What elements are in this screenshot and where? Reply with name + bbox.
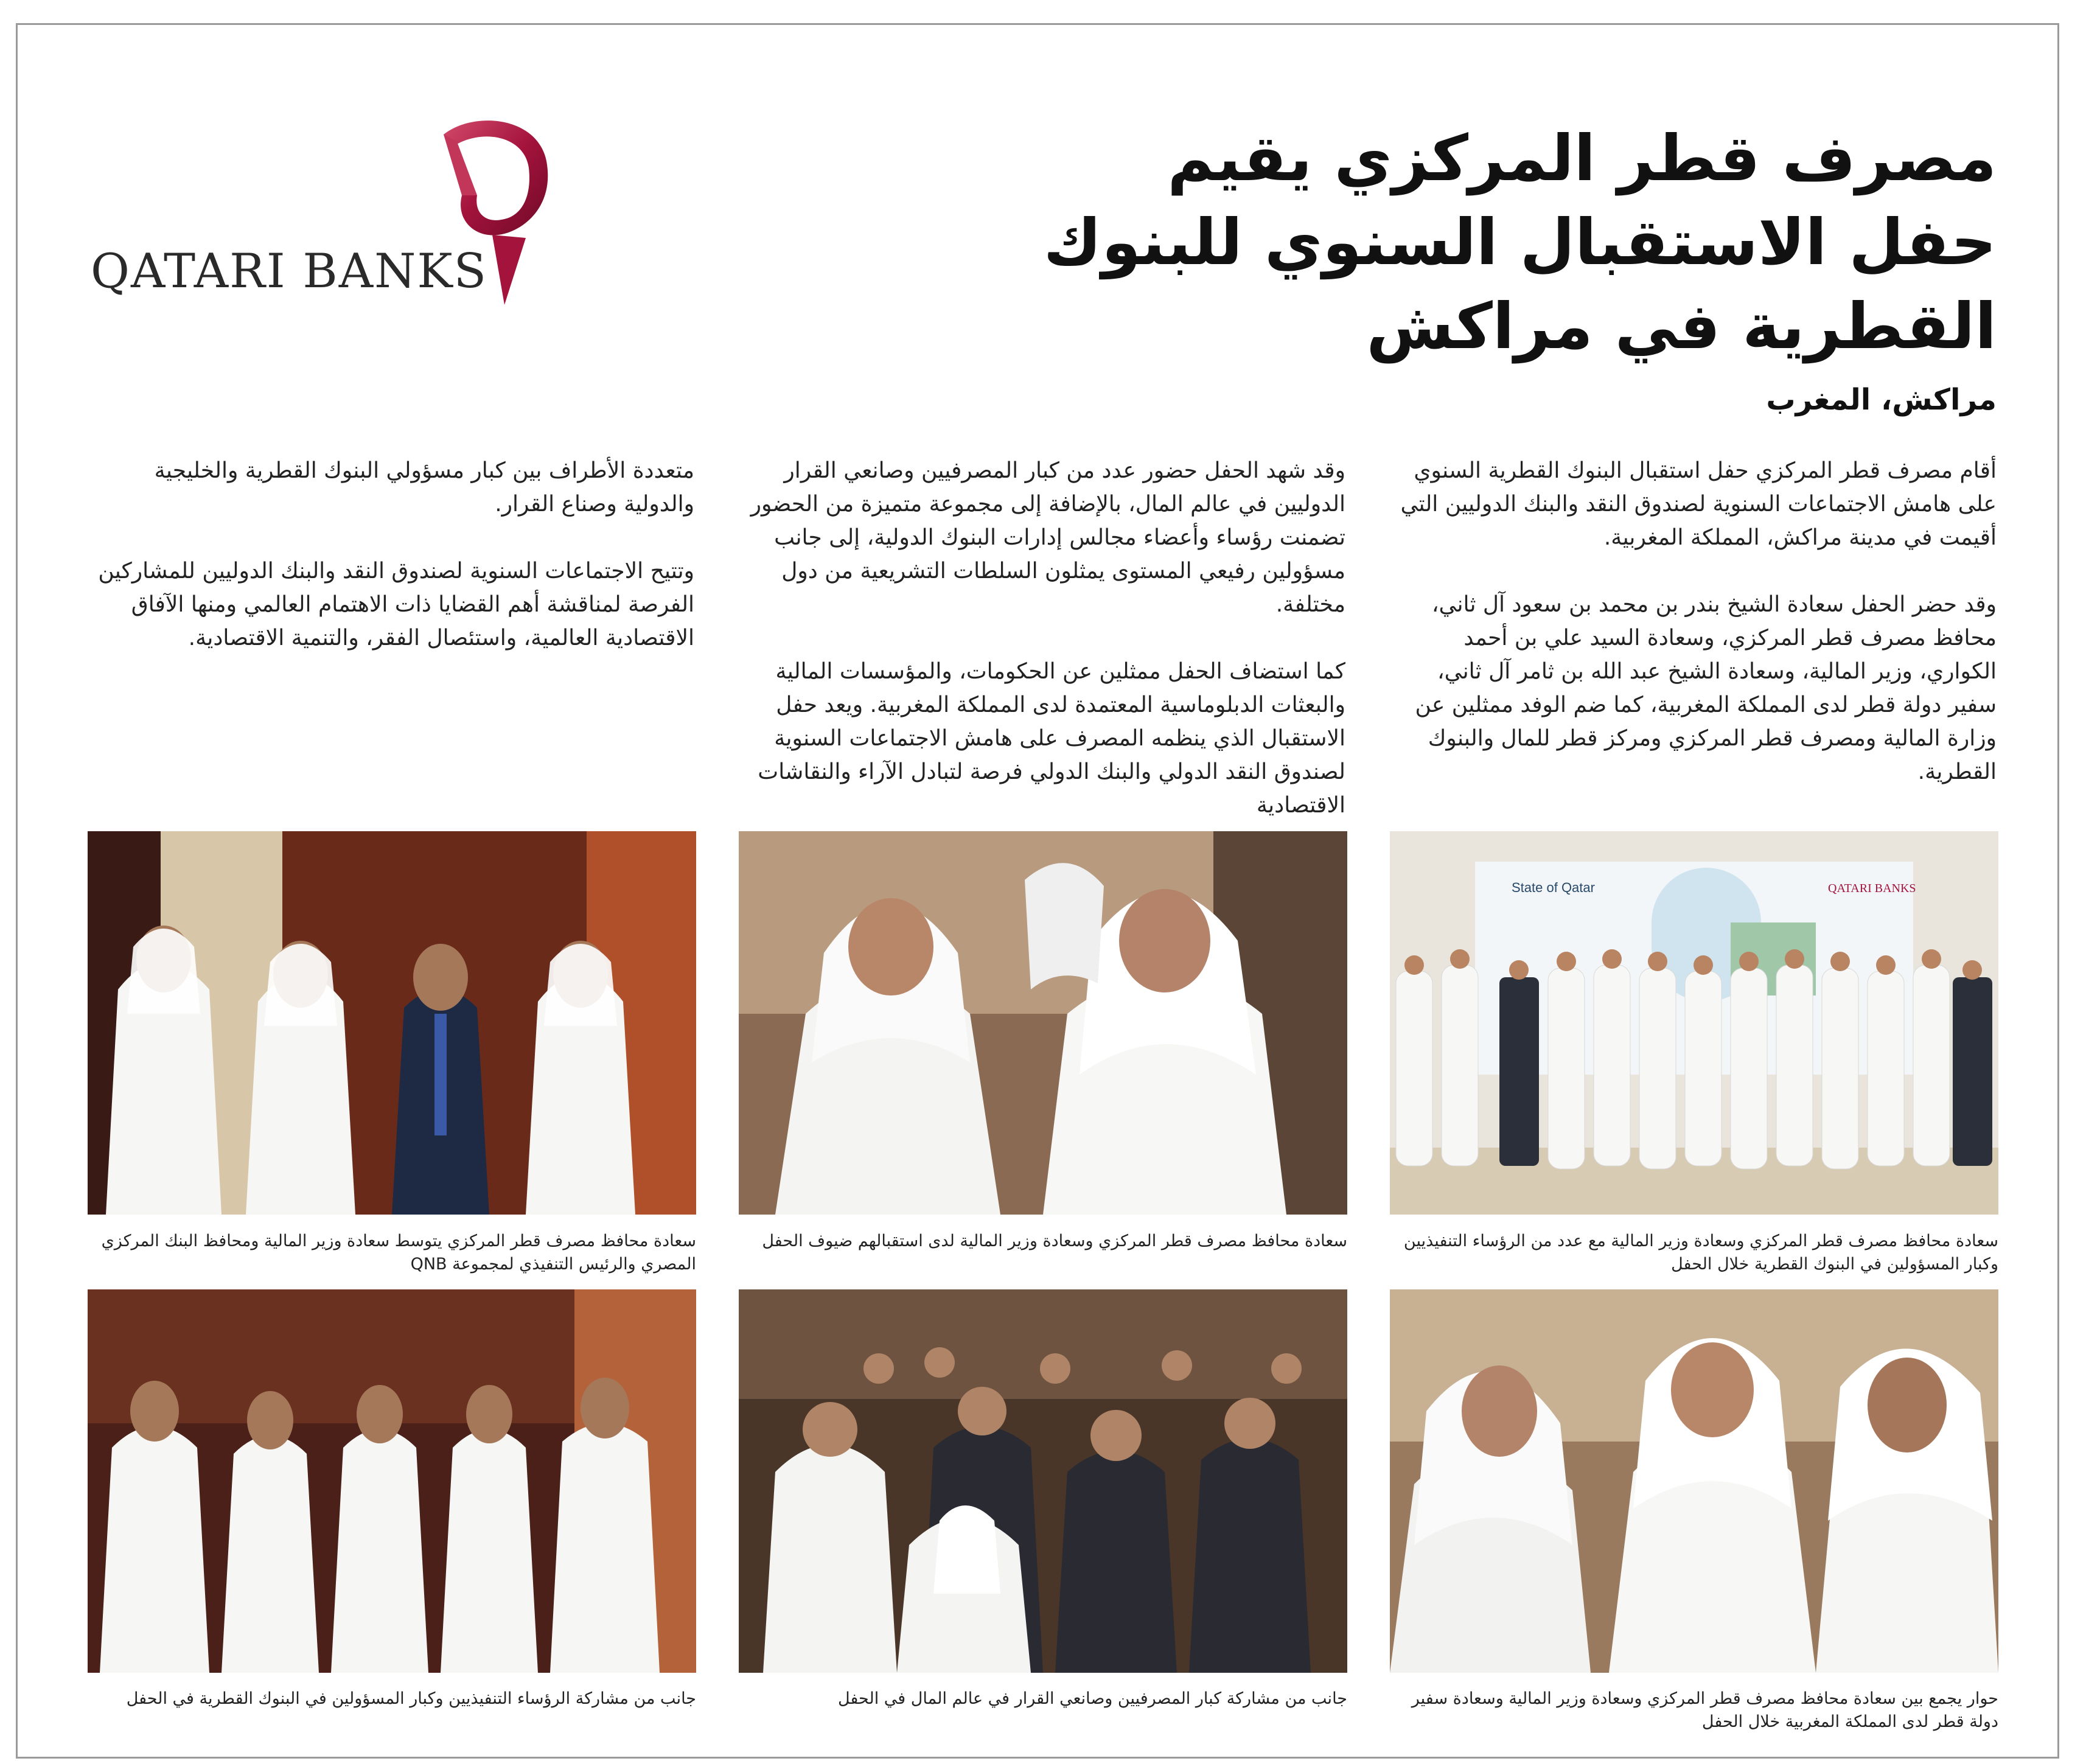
paragraph: متعددة الأطراف بين كبار مسؤولي البنوك القطرية والخليجية والدولية وصناع القرار. [154,458,694,517]
paragraph: أقام مصرف قطر المركزي حفل استقبال البنوك القطرية السنوي على هامش الاجتماعات السنوية لصندوق النقد والبنك الدوليين التي أقيمت في مدينة مراكش، المملكة المغربية. [1400,458,1997,550]
photo-caption: حوار يجمع بين سعادة محافظ مصرف قطر المركزي وسعادة وزير المالية وسعادة سفير دولة قطر لدى المملكة المغربية خلال الحفل [1411,1689,1998,1731]
photo-five-officials [88,1289,696,1673]
paragraph: وتتيح الاجتماعات السنوية لصندوق النقد والبنك الدوليين للمشاركين الفرصة لمناقشة أهم القضايا ذات الاهتمام العالمي ومنها الآفاق الاقتصادية العالمية، واستئصال الفقر، والتنمية الاقتصادية. [98,559,694,650]
qatari-banks-logo [91,86,565,305]
paragraph: وقد حضر الحفل سعادة الشيخ بندر بن محمد بن سعود آل ثاني، محافظ مصرف قطر المركزي، وسعادة السيد علي بن أحمد الكواري، وزير المالية، وسعادة الشيخ عبد الله بن ثامر آل ثاني، سفير دولة قطر لدى المملكة المغربية، كما ضم الوفد ممثلين عن وزارة المالية ومصرف قطر المركزي ومركز قطر للمال والبنوك القطرية. [1415,592,1997,784]
photo-caption: جانب من مشاركة الرؤساء التنفيذيين وكبار المسؤولين في البنوك القطرية في الحفل [126,1689,696,1708]
text-column-right [1388,454,1997,822]
article-headline [962,116,1997,368]
photo-conversation [1390,1289,1998,1673]
backdrop-left-text: State of Qatar [1512,880,1595,895]
paragraph: وقد شهد الحفل حضور عدد من كبار المصرفيين وصانعي القرار الدوليين في عالم المال، بالإضافة إلى مجموعة متميزة من الحضور تضمنت رؤساء وأعضاء مجالس إدارات البنوك الدولية، إلى جانب مسؤولين رفيعي المستوى يمثلون السلطات التشريعية من دول مختلفة. [750,458,1345,617]
dateline: مراكش، المغرب [1766,383,1997,417]
headline-line: حفل الاستقبال السنوي للبنوك [1043,205,1997,279]
photo-caption: سعادة محافظ مصرف قطر المركزي يتوسط سعادة وزير المالية ومحافظ البنك المركزي المصري والرئيس التنفيذي لمجموعة QNB [101,1232,696,1274]
photo-caption: سعادة محافظ مصرف قطر المركزي وسعادة وزير المالية لدى استقبالهم ضيوف الحفل [762,1232,1347,1250]
paragraph: كما استضاف الحفل ممثلين عن الحكومات، والمؤسسات المالية والبعثات الدبلوماسية المعتمدة لدى المملكة المغربية. ويعد حفل الاستقبال الذي ينظمه المصرف على هامش الاجتماعات السنوية لصندوق النقد الدولي والبنك الدولي فرصة لتبادل الآراء والنقاشات الاقتصادية [758,659,1345,818]
photo-group-backdrop [1390,831,1998,1215]
photo-caption: سعادة محافظ مصرف قطر المركزي وسعادة وزير المالية مع عدد من الرؤساء التنفيذيين وكبار المسؤولين في البنوك القطرية خلال الحفل [1403,1232,1998,1274]
photo-caption: جانب من مشاركة كبار المصرفيين وصانعي القرار في عالم المال في الحفل [837,1689,1347,1708]
headline-line: مصرف قطر المركزي يقيم [1167,121,1997,195]
photo-four-officials [88,831,696,1215]
text-column-left [86,454,694,688]
backdrop-logo-text: QATARI BANKS [1828,882,1916,895]
photo-two-officials [739,831,1347,1215]
photo-crowd [739,1289,1347,1673]
text-column-middle [737,454,1345,856]
newspaper-page [16,23,2059,1759]
headline-line: القطرية في مراكش [1366,289,1997,363]
logo-text: QATARI BANKS [91,244,488,299]
